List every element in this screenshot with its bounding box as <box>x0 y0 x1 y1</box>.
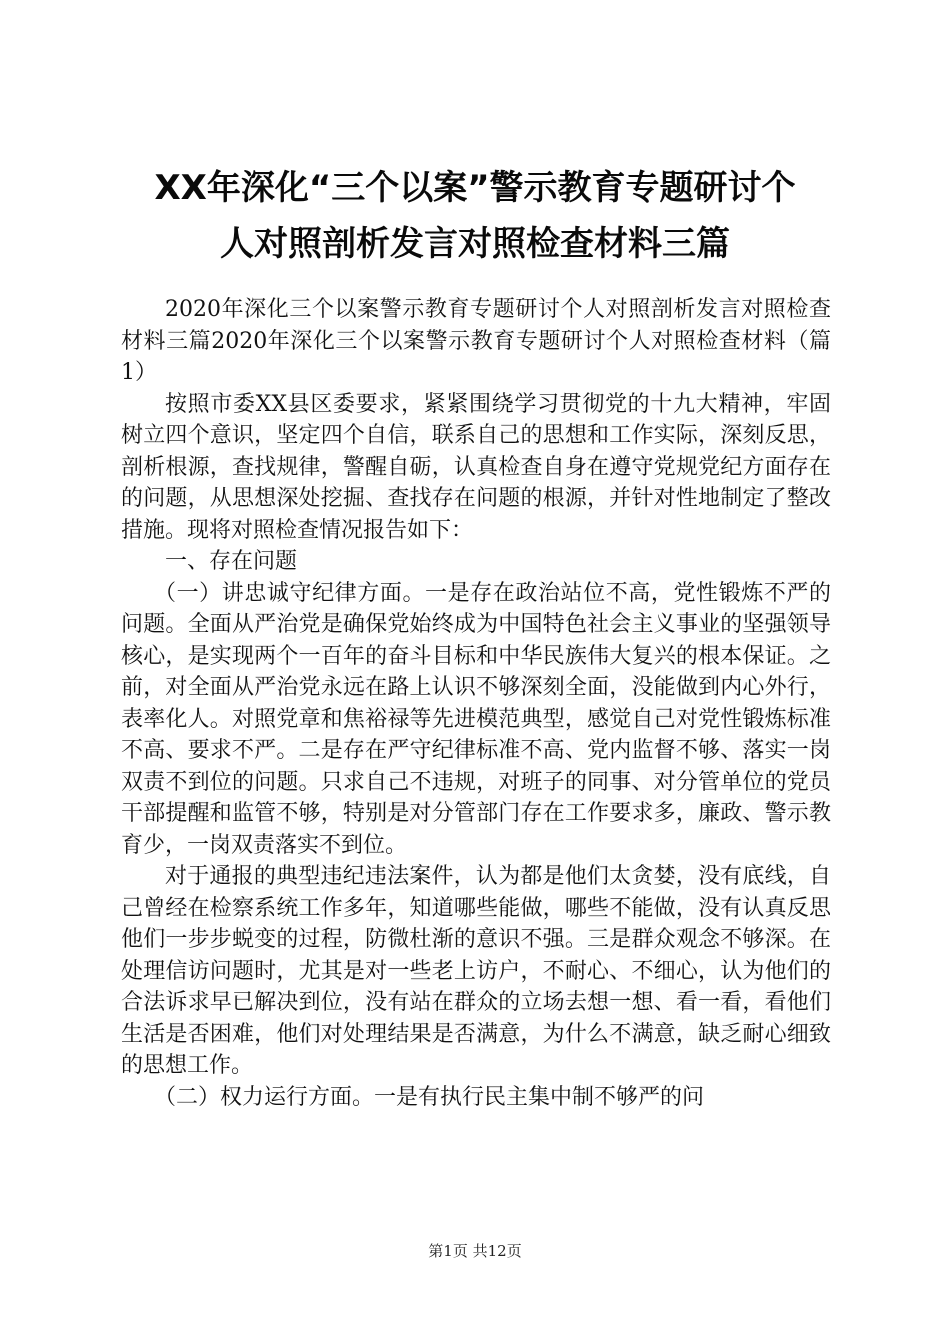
page-number-footer: 第1页 共12页 <box>428 1242 522 1260</box>
document-body <box>121 294 831 1113</box>
document-title-line-2: 人对照剖析发言对照检查材料三篇 <box>220 224 730 264</box>
intro-paragraph: 2020年深化三个以案警示教育专题研讨个人对照剖析发言对照检查材料三篇2020年深化三个以案警示教育专题研讨个人对照检查材料（篇1） <box>121 297 831 385</box>
body-paragraph: （二）权力运行方面。一是有执行民主集中制不够严的问 <box>154 1084 705 1110</box>
body-paragraph: 按照市委XX县区委要求，紧紧围绕学习贯彻党的十九大精神，牢固树立四个意识，坚定四个自信，联系自己的思想和工作实际，深刻反思，剖析根源，查找规律，警醒自砺，认真检查自身在遵守党规党纪方面存在的问题，从思想深处挖掘、查找存在问题的根源，并针对性地制定了整改措施。现将对照检查情况报告如下： <box>121 391 831 543</box>
document-title-line-1: XX年深化“三个以案”警示教育专题研讨个 <box>154 168 796 208</box>
body-paragraph: （一）讲忠诚守纪律方面。一是存在政治站位不高，党性锻炼不严的问题。全面从严治党是确保党始终成为中国特色社会主义事业的坚强领导核心，是实现两个一百年的奋斗目标和中华民族伟大复兴的根本保证。之前，对全面从严治党永远在路上认识不够深刻全面，没能做到内心外行，表率化人。对照党章和焦裕禄等先进模范典型，感觉自己对党性锻炼标准不高、要求不严。二是存在严守纪律标准不高、党内监督不够、落实一岗双责不到位的问题。只求自己不违规，对班子的同事、对分管单位的党员干部提醒和监管不够，特别是对分管部门存在工作要求多，廉政、警示教育少，一岗双责落实不到位。 <box>121 580 831 858</box>
body-paragraph: 对于通报的典型违纪违法案件，认为都是他们太贪婪，没有底线，自己曾经在检察系统工作多年，知道哪些能做，哪些不能做，没有认真反思他们一步步蜕变的过程，防微杜渐的意识不强。三是群众观念不够深。在处理信访问题时，尤其是对一些老上访户，不耐心、不细心，认为他们的合法诉求早已解决到位，没有站在群众的立场去想一想、看一看，看他们生活是否困难，他们对处理结果是否满意，为什么不满意，缺乏耐心细致的思想工作。 <box>121 864 831 1078</box>
section-heading: 一、存在问题 <box>165 549 298 574</box>
